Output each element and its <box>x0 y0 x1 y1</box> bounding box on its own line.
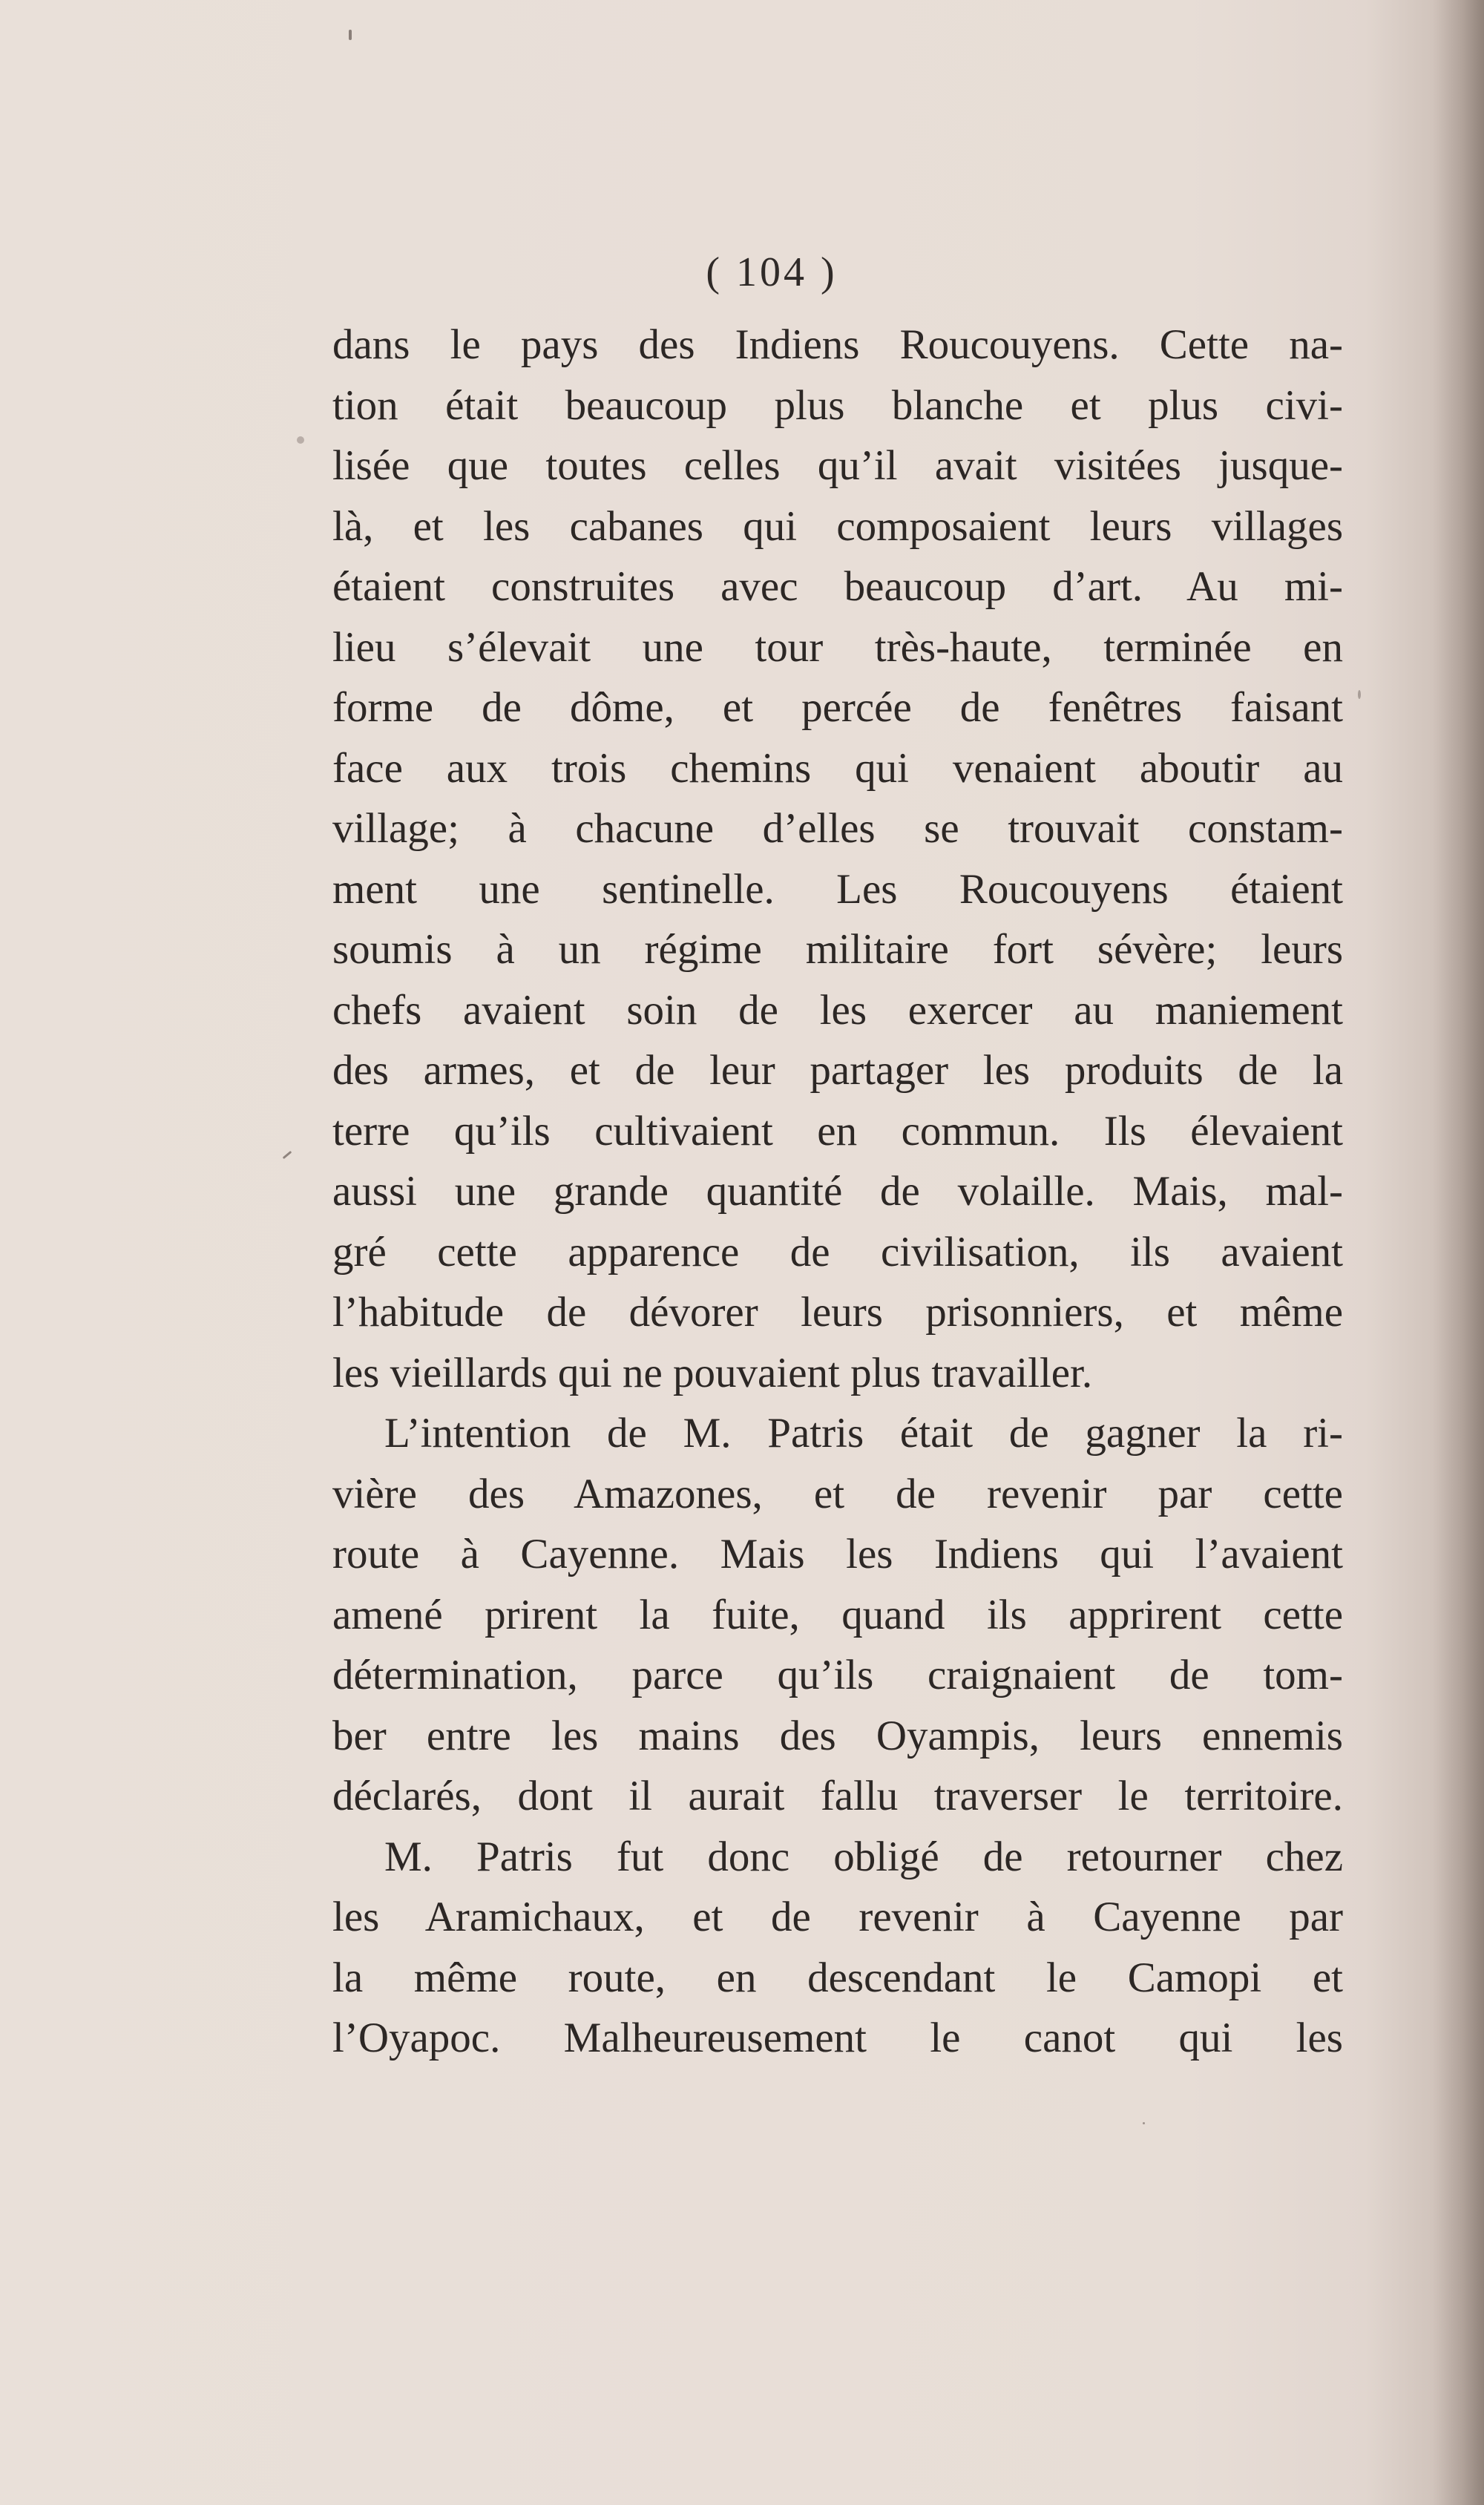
paper-speck <box>283 1151 292 1159</box>
body-text <box>332 315 1343 2069</box>
text-line: l’Oyapoc. Malheureusement le canot qui les <box>332 2015 1343 2061</box>
text-line: étaient construites avec beaucoup d’art. Au mi- <box>332 563 1343 610</box>
text-line: terre qu’ils cultivaient en commun. Ils élevaient <box>332 1107 1343 1155</box>
text-line: déclarés, dont il aurait fallu traverser le territoire. <box>332 1773 1343 1819</box>
text-line: route à Cayenne. Mais les Indiens qui l’avaient <box>332 1531 1343 1577</box>
page-edge-shadow <box>1432 0 1484 2505</box>
text-line: amené prirent la fuite, quand ils apprirent cette <box>332 1591 1343 1638</box>
text-line: vière des Amazones, et de revenir par cette <box>332 1470 1343 1517</box>
paper-speck <box>297 436 304 444</box>
text-line: L’intention de M. Patris était de gagner la ri- <box>384 1410 1343 1457</box>
paper-speck <box>349 30 352 40</box>
text-line: ber entre les mains des Oyampis, leurs ennemis <box>332 1712 1343 1759</box>
text-line: dans le pays des Indiens Roucouyens. Cette na- <box>332 321 1343 368</box>
text-line: détermination, parce qu’ils craignaient de tom- <box>332 1652 1343 1698</box>
text-line: M. Patris fut donc obligé de retourner chez <box>384 1833 1343 1880</box>
text-line: les vieillards qui ne pouvaient plus travailler. <box>332 1349 1093 1396</box>
text-line: tion était beaucoup plus blanche et plus civi- <box>332 381 1343 429</box>
text-line: gré cette apparence de civilisation, ils avaient <box>332 1228 1343 1276</box>
text-line: l’habitude de dévorer leurs prisonniers, et même <box>332 1289 1343 1336</box>
text-line: forme de dôme, et percée de fenêtres faisant <box>332 684 1343 731</box>
text-line: lieu s’élevait une tour très-haute, terminée en <box>332 623 1343 671</box>
text-line: des armes, et de leur partager les produits de la <box>332 1047 1343 1094</box>
text-line: la même route, en descendant le Camopi et <box>332 1954 1343 2001</box>
text-line: soumis à un régime militaire fort sévère; leurs <box>332 926 1343 973</box>
text-line: lisée que toutes celles qu’il avait visitées jusque- <box>332 442 1343 489</box>
text-line: là, et les cabanes qui composaient leurs villages <box>332 502 1343 550</box>
text-line: face aux trois chemins qui venaient aboutir au <box>332 744 1343 792</box>
text-line: aussi une grande quantité de volaille. Mais, mal- <box>332 1168 1343 1215</box>
text-line: les Aramichaux, et de revenir à Cayenne par <box>332 1894 1343 1940</box>
text-line: ment une sentinelle. Les Roucouyens étaient <box>332 865 1343 913</box>
paper-speck <box>1143 2122 1145 2124</box>
text-line: chefs avaient soin de les exercer au maniement <box>332 986 1343 1034</box>
page-number: ( 104 ) <box>706 249 838 295</box>
paper-speck <box>1358 690 1361 699</box>
text-line: village; à chacune d’elles se trouvait constam- <box>332 805 1343 852</box>
